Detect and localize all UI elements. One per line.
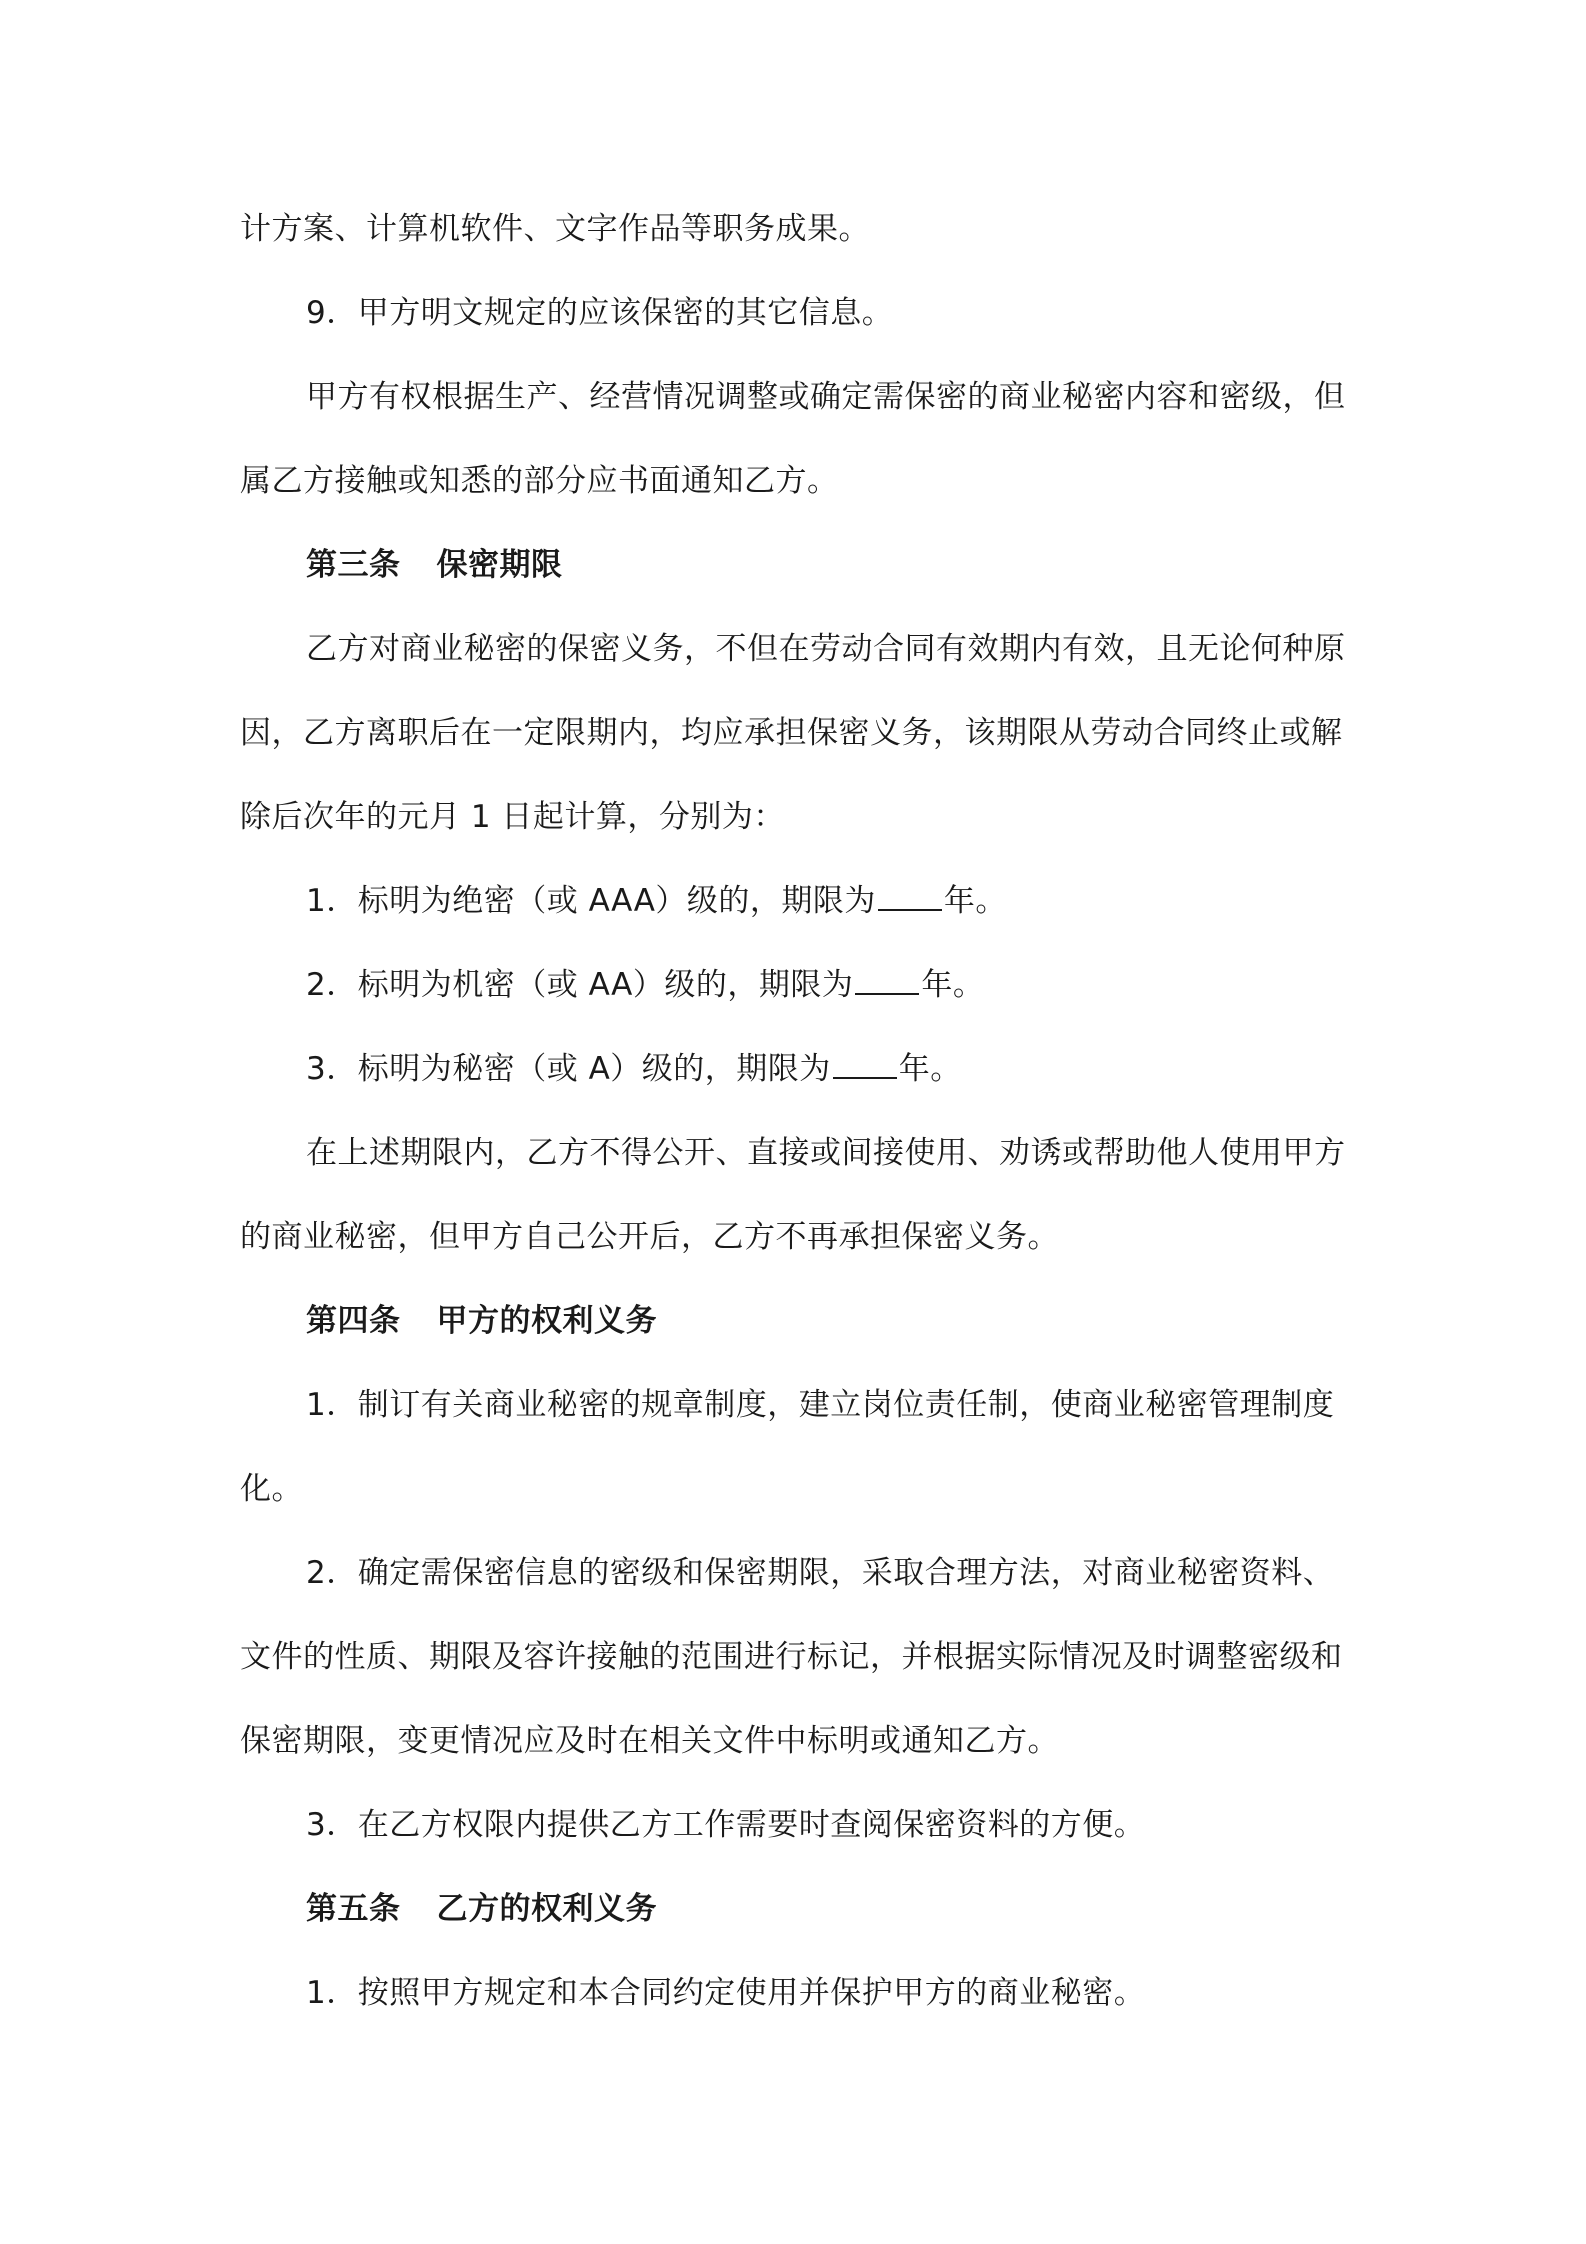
- list-item: 1．按照甲方规定和本合同约定使用并保护甲方的商业秘密。: [306, 1975, 1146, 2011]
- article-number: 第三条: [306, 547, 401, 583]
- paragraph-line: 乙方对商业秘密的保密义务，不但在劳动合同有效期内有效，且无论何种原: [306, 631, 1346, 667]
- list-item: 3．在乙方权限内提供乙方工作需要时查阅保密资料的方便。: [306, 1807, 1146, 1843]
- paragraph-line: 属乙方接触或知悉的部分应书面通知乙方。: [240, 463, 839, 499]
- section-heading-article-5: [306, 1887, 1360, 1931]
- list-item: 2．确定需保密信息的密级和保密期限，采取合理方法，对商业秘密资料、: [306, 1555, 1335, 1591]
- article-number: 第五条: [306, 1891, 401, 1927]
- article-title: 甲方的权利义务: [436, 1303, 657, 1339]
- list-item: 1．制订有关商业秘密的规章制度，建立岗位责任制，使商业秘密管理制度: [306, 1387, 1335, 1423]
- section-heading-article-4: [306, 1299, 1360, 1343]
- paragraph-line: 化。: [240, 1471, 303, 1507]
- paragraph-line: 计方案、计算机软件、文字作品等职务成果。: [240, 211, 870, 247]
- list-item: [306, 1047, 1360, 1091]
- list-item-text: 1．标明为绝密（或 AAA）级的，期限为: [306, 883, 876, 919]
- paragraph-line: 甲方有权根据生产、经营情况调整或确定需保密的商业秘密内容和密级，但: [306, 379, 1346, 415]
- article-number: 第四条: [306, 1303, 401, 1339]
- paragraph-line: 除后次年的元月 1 日起计算，分别为：: [240, 799, 785, 835]
- article-title: 保密期限: [436, 547, 563, 583]
- section-heading-article-3: [306, 543, 1360, 587]
- fill-in-blank: [833, 1047, 897, 1079]
- list-item-text: 3．标明为秘密（或 A）级的，期限为: [306, 1051, 831, 1087]
- paragraph-line: 文件的性质、期限及容许接触的范围进行标记，并根据实际情况及时调整密级和: [240, 1639, 1343, 1675]
- list-item: [306, 879, 1360, 923]
- paragraph-line: 在上述期限内，乙方不得公开、直接或间接使用、劝诱或帮助他人使用甲方: [306, 1135, 1346, 1171]
- paragraph-line: 的商业秘密，但甲方自己公开后，乙方不再承担保密义务。: [240, 1219, 1059, 1255]
- list-item-suffix: 年。: [898, 1051, 962, 1087]
- list-item: 9．甲方明文规定的应该保密的其它信息。: [306, 295, 894, 331]
- list-item: [306, 963, 1360, 1007]
- list-item-suffix: 年。: [921, 967, 985, 1003]
- fill-in-blank: [855, 963, 919, 995]
- list-item-text: 2．标明为机密（或 AA）级的，期限为: [306, 967, 854, 1003]
- paragraph-line: 保密期限，变更情况应及时在相关文件中标明或通知乙方。: [240, 1723, 1059, 1759]
- list-item-suffix: 年。: [943, 883, 1007, 919]
- paragraph-line: 因，乙方离职后在一定限期内，均应承担保密义务，该期限从劳动合同终止或解: [240, 715, 1343, 751]
- fill-in-blank: [878, 879, 942, 911]
- article-title: 乙方的权利义务: [436, 1891, 657, 1927]
